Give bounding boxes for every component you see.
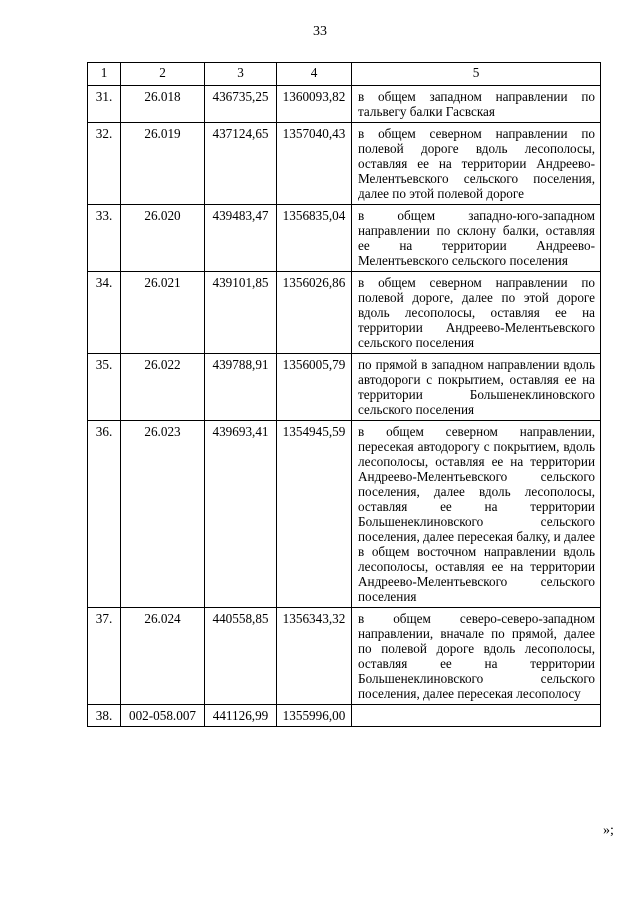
boundary-description: в общем северном направлении по полевой дороге вдоль лесополосы, оставляя ее на территории Андреево-Мелентьевского сельского поселения, далее по этой полевой дороге: [352, 123, 601, 205]
coordinate-y: 1356026,86: [277, 272, 352, 354]
table-row: [88, 205, 601, 272]
row-number: 36.: [88, 421, 121, 608]
coordinate-y: 1356005,79: [277, 354, 352, 421]
table-row: [88, 123, 601, 205]
boundary-description: по прямой в западном направлении вдоль автодороги с покрытием, оставляя ее на территории Большенеклиновского сельского поселения: [352, 354, 601, 421]
coordinate-x: 439101,85: [205, 272, 277, 354]
coordinate-x: 439693,41: [205, 421, 277, 608]
table-row: [88, 272, 601, 354]
point-code: 26.021: [121, 272, 205, 354]
table-row: [88, 421, 601, 608]
point-code: 26.020: [121, 205, 205, 272]
page-number: 33: [313, 24, 327, 39]
coordinate-x: 437124,65: [205, 123, 277, 205]
header-cell: 3: [205, 63, 277, 86]
coordinate-y: 1355996,00: [277, 705, 352, 727]
row-number: 31.: [88, 86, 121, 123]
coordinate-x: 439483,47: [205, 205, 277, 272]
closing-quote-mark: »;: [603, 823, 614, 838]
coordinate-x: 439788,91: [205, 354, 277, 421]
header-cell: 1: [88, 63, 121, 86]
row-number: 32.: [88, 123, 121, 205]
coordinate-y: 1357040,43: [277, 123, 352, 205]
coordinate-x: 440558,85: [205, 608, 277, 705]
coordinate-y: 1360093,82: [277, 86, 352, 123]
point-code: 26.022: [121, 354, 205, 421]
boundary-description: [352, 705, 601, 727]
point-code: 26.023: [121, 421, 205, 608]
header-cell: 2: [121, 63, 205, 86]
point-code: 26.024: [121, 608, 205, 705]
row-number: 38.: [88, 705, 121, 727]
boundary-description: в общем западном направлении по тальвегу балки Гасвская: [352, 86, 601, 123]
row-number: 35.: [88, 354, 121, 421]
boundary-description: в общем северном направлении по полевой дороге, далее по этой дороге вдоль лесополосы, оставляя ее на территории Андреево-Мелентьевского сельского поселения: [352, 272, 601, 354]
point-code: 26.018: [121, 86, 205, 123]
coordinate-x: 436735,25: [205, 86, 277, 123]
table-row: [88, 354, 601, 421]
boundary-description: в общем северном направлении, пересекая автодорогу с покрытием, вдоль лесополосы, оставляя ее на территории Андреево-Мелентьевского сельского поселения, далее вдоль лесополосы, оставляя ее на территории Большенеклиновского сельского поселения, далее пересекая балку, и далее в общем восточном направлении вдоль лесополосы, оставляя ее на территории Андреево-Мелентьевского сельского поселения: [352, 421, 601, 608]
table-row: [88, 705, 601, 727]
table-row: [88, 86, 601, 123]
header-cell: 4: [277, 63, 352, 86]
boundary-table: [87, 62, 601, 727]
point-code: 002-058.007: [121, 705, 205, 727]
row-number: 37.: [88, 608, 121, 705]
coordinate-x: 441126,99: [205, 705, 277, 727]
table-header-row: [88, 63, 601, 86]
boundary-description: в общем западно-юго-западном направлении по склону балки, оставляя ее на территории Андреево-Мелентьевского сельского поселения: [352, 205, 601, 272]
coordinate-y: 1356343,32: [277, 608, 352, 705]
point-code: 26.019: [121, 123, 205, 205]
row-number: 34.: [88, 272, 121, 354]
boundary-description: в общем северо-северо-западном направлении, вначале по прямой, далее по полевой дороге вдоль лесополосы, оставляя ее на территории Большенеклиновского сельского поселения, далее пересекая лесополосу: [352, 608, 601, 705]
row-number: 33.: [88, 205, 121, 272]
table-row: [88, 608, 601, 705]
coordinate-y: 1356835,04: [277, 205, 352, 272]
header-cell: 5: [352, 63, 601, 86]
coordinate-y: 1354945,59: [277, 421, 352, 608]
